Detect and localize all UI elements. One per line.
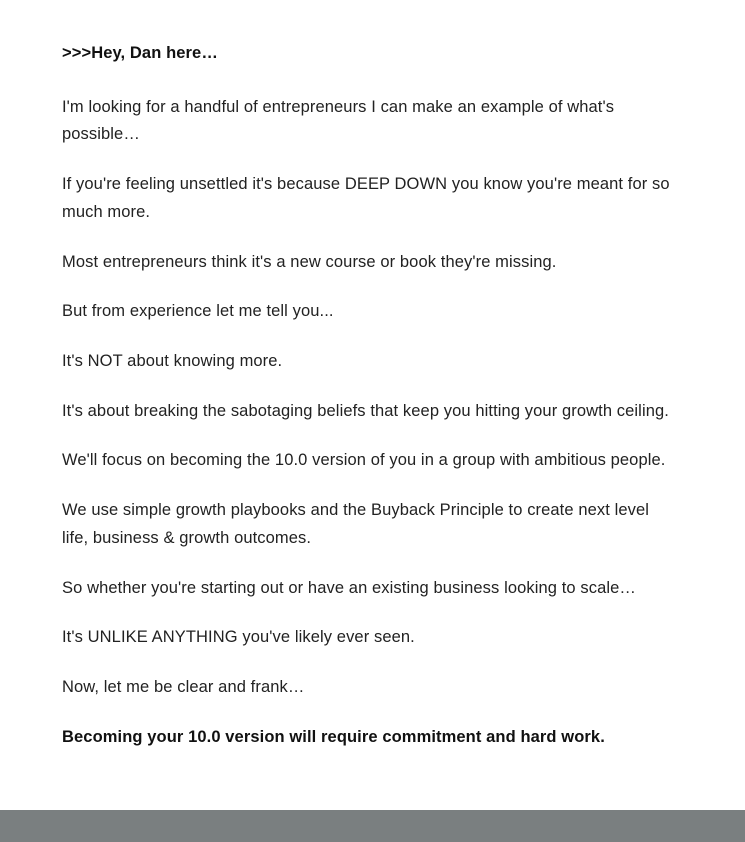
paragraph-7: We'll focus on becoming the 10.0 version of you in a group with ambitious people. [62, 451, 666, 470]
paragraph-1: I'm looking for a handful of entrepreneurs I can make an example of what's possible… [62, 97, 615, 144]
paragraph-2: If you're feeling unsettled it's because DEEP DOWN you know you're meant for so much more. [62, 175, 670, 221]
paragraph-3: Most entrepreneurs think it's a new course or book they're missing. [62, 252, 557, 271]
paragraph-5: It's NOT about knowing more. [62, 352, 283, 371]
paragraph-8: We use simple growth playbooks and the Buyback Principle to create next level life, business & growth outcomes. [62, 501, 650, 547]
paragraph-9: So whether you're starting out or have an existing business looking to scale… [62, 578, 637, 597]
paragraph-4: But from experience let me tell you... [62, 302, 334, 321]
paragraph-closing: Becoming your 10.0 version will require commitment and hard work. [62, 727, 605, 746]
paragraph-6: It's about breaking the sabotaging beliefs that keep you hitting your growth ceiling. [62, 401, 669, 420]
paragraph-intro: >>>Hey, Dan here… [62, 44, 218, 62]
paragraph-10: It's UNLIKE ANYTHING you've likely ever seen. [62, 628, 415, 647]
footer-bar [0, 810, 745, 842]
paragraph-11: Now, let me be clear and frank… [62, 678, 305, 697]
